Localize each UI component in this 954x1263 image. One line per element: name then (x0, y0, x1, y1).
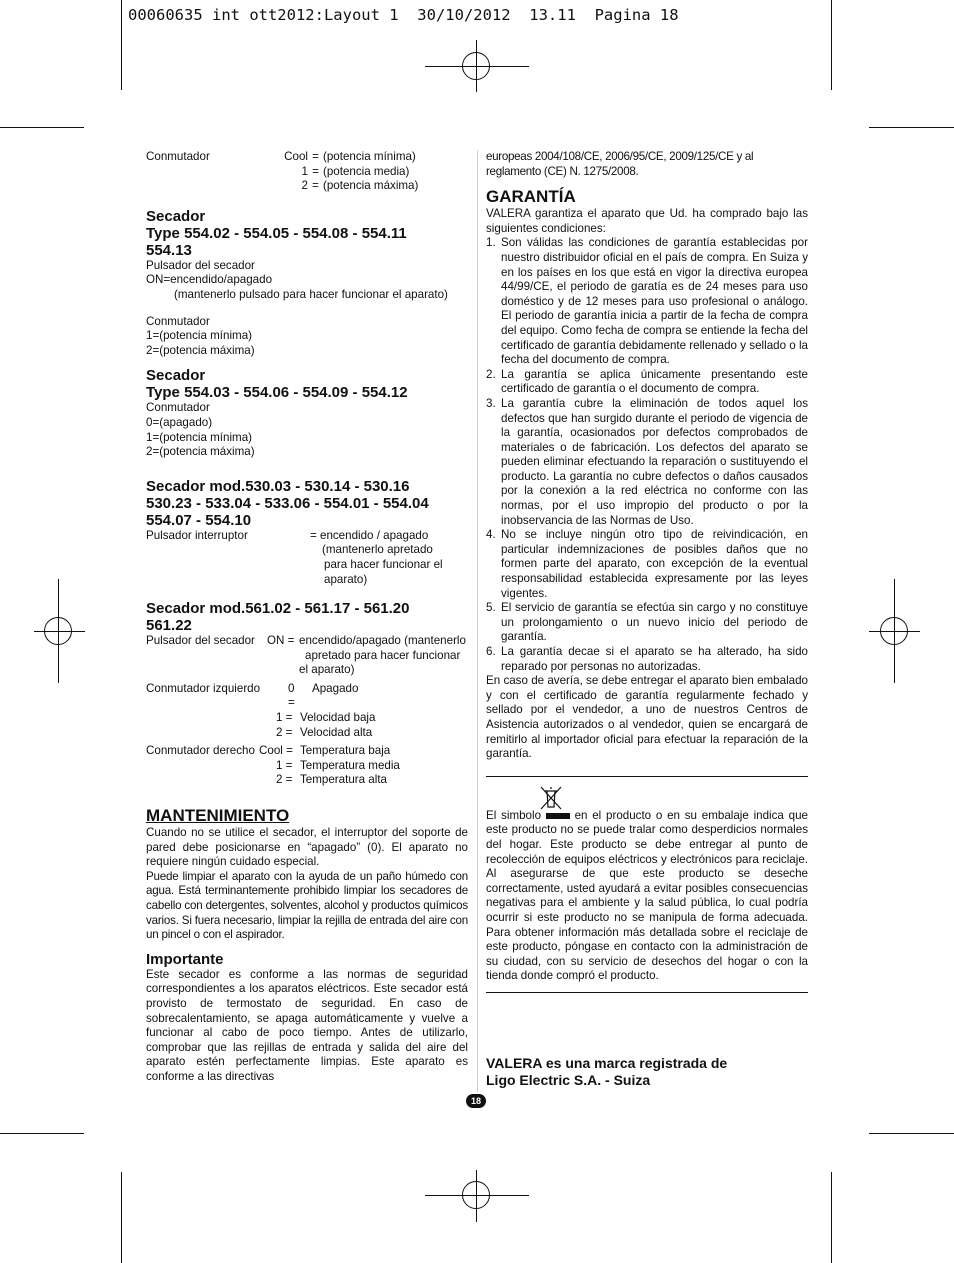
maintenance-text: Puede limpiar el aparato con la ayuda de un paño húmedo con agua. Está terminantemente prohibido limpiar los secadores de cabello con detergentes, solventes, alcohol y productos químicos varios. Si fuera necesario, limpiar la rejilla de entrada del aire con un pincel o con el aspirador. (146, 869, 468, 942)
section-heading: 554.13 (146, 241, 192, 259)
warranty-intro: VALERA garantiza el aparato que Ud. ha comprado bajo las siguientes condiciones: (486, 207, 808, 235)
weee-bar-icon (546, 813, 570, 819)
brand-notice: VALERA es una marca registrada de Ligo Electric S.A. - Suiza (486, 1055, 728, 1088)
section-heading: Type 554.02 - 554.05 - 554.08 - 554.11 (146, 224, 407, 242)
section-heading: Secador mod.561.02 - 561.17 - 561.20 (146, 600, 410, 618)
registration-circle (462, 1181, 490, 1209)
registration-circle (44, 617, 72, 645)
crop-mark (831, 0, 832, 90)
column-divider (477, 150, 478, 1092)
maintenance-heading: MANTENIMIENTO (146, 806, 290, 826)
weee-text: El simbolo en el producto o en su embalaje indica que este producto no se puede tralar como desperdicios normales del hogar. Este producto se debe entregar al punto de recolección de equipos eléctricos y electrónicos para reciclaje. Al asegurarse de que este producto se deseche correctamente, usted ayudará a evitar posibles consecuencias negativas para el ambiente y la salud pública, lo cual podría ocurrir si este producto no se manipula de forma adecuada. Para obtener información más detallada sobre el reciclaje de este producto, póngase en contacto con la administración de su ciudad, con su servicio de desechos del hogar o con la tienda donde compró el producto. (486, 808, 808, 983)
section-heading: Secador (146, 207, 206, 225)
right-column (486, 150, 808, 993)
crop-mark (869, 127, 954, 128)
warranty-item: 1. Son válidas las condiciones de garantía establecidas por nuestro distribuidor oficial en el país de compra. En Suiza y en los países en los que está en vigor la directiva europea 44/99/CE, el periodo de garatía es de 24 meses para uso doméstico y de 12 meses para uso profesional o análogo. El periodo de garantía inicia a partir de la fecha de compra del equipo. Como fecha de compra se entiende la fecha del certificado de garantía debidamente rellenado y sellado o la fecha del documento de compra. (486, 236, 808, 367)
warranty-heading: GARANTÍA (486, 187, 576, 207)
switch-label: Conmutador (146, 150, 210, 163)
conmutador-block: Conmutador Cool = (potencia mínima) 1 = (potencia media) 2 = (potencia máxima) (146, 150, 419, 193)
warranty-item: 4. No se incluye ningún otro tipo de reivindicación, en particular indemnizaciones de posibles daños que no formen parte del aparato, con excepción de la eventual responsabilidad establecida expresamente por las leyes vigentes. (486, 528, 808, 600)
warranty-outro: En caso de avería, se debe entregar el aparato bien embalado y con el certificado de garantía regularmente fechado y sellado por el vendedor, a uno de nuestros Centros de Asistencia autorizados o al vendedor, quien se encargará de remitirlo al importador oficial para efectuar la reparación de la garantía. (486, 674, 808, 761)
page-number: 18 (466, 1094, 486, 1108)
crop-mark (0, 127, 84, 128)
print-slug: 00060635 int ott2012:Layout 1 30/10/2012 13.11 Pagina 18 (128, 6, 679, 24)
section-heading: 554.07 - 554.10 (146, 511, 252, 529)
section-heading: Secador (146, 367, 206, 385)
warranty-item: 3. La garantía cubre la eliminación de todos aquel los defectos que han surgido durante el periodo de vigencia de la garantía, ocasionados por defectos comprobados de materiales o de fabricación. Los defectos del aparato se pueden eliminar efectuando la reparación o sustituyendo el producto. La garantía no cubre defectos o daños causados por la conexión a la red eléctrica no conforme con las normas, por el uso impropio del producto o por la inobservancia de las Normas de Uso. (486, 396, 808, 527)
crop-mark (869, 1133, 954, 1134)
important-heading: Importante (146, 950, 224, 968)
registration-circle (880, 617, 908, 645)
crop-mark (121, 1172, 122, 1263)
maintenance-text: Cuando no se utilice el secador, el interruptor del soporte de pared debe posicionarse en “apagado” (0). El aparato no requiere ningún cuidado especial. (146, 826, 468, 869)
warranty-item: 5. El servicio de garantía se efectúa sin cargo y no constituye un prolongamiento o un nuevo inicio del periodo de garantía. (486, 601, 808, 644)
left-column: Conmutador Cool = (potencia mínima) 1 = (potencia media) 2 = (potencia máxima) Secador Type 554.02 - 554.05 - 554.08 - 554.11 554.13 Pulsador del secador ON=encendido/apagado (mantenerlo pulsado para hacer funcionar el aparato) Conmutador 1=(potencia mínima) 2=(potencia máxima) Secador Type 554.03 - 554.06 - 554.09 - 554.12 Conmutador 0=(apagado) 1=(potencia mínima) 2=(potencia máxima) Secador mod.530.03 - 530.14 - 530.16 530.23 - 533.04 - 533.06 - 554.01 - 554.04 554.07 - 554.10 Pulsador interruptor = encendido / apagado (mantenerlo apretado para hacer funcionar el aparato) Secador mod.561.02 - 561.17 - 561.20 561.22 Pulsador del secador ON = encendido/apagado (mantenerlo apretado para hacer funcionar el aparato) Conmutador izquierdo 0 = Apagado 1 = Velocidad baja 2 = Velocidad alta Conmutador derecho Cool = Temperatura baja 1 = Temperatura media 2 = Temperatura alta MANTENIMIENTO Cuando no se utilice el secador, el interruptor del soporte de pared debe posicionarse en “apagado” (0). El aparato no requiere ningún cuidado especial. Puede limpiar el aparato con la ayuda de un paño húmedo con agua. Está terminantemente prohibido limpiar los secadores de cabello con detergentes, solventes, alcohol y productos químicos varios. Si fuera necesario, limpiar la rejilla de entrada del aire con un pincel o con el aspirador. Importante Este secador es conforme a las normas de seguridad correspondientes a los aparatos eléctricos. Este secador está provisto de termostato de seguridad. En caso de sobrecalentamiento, se apaga automáticamente y vuelve a funcionar al cabo de poco tiempo. Antes de utilizarlo, comprobar que las rejillas de entrada y salida del aire del aparato estén perfectamente limpias. Este aparato es conforme a las directivas (146, 150, 468, 1083)
section-heading: 530.23 - 533.04 - 533.06 - 554.01 - 554.04 (146, 494, 429, 512)
important-text: Este secador es conforme a las normas de seguridad correspondientes a los aparatos eléctricos. Este secador está provisto de termostato de seguridad. En caso de sobrecalentamiento, se apaga automáticamente y vuelve a funcionar al cabo de poco tiempo. Antes de utilizarlo, comprobar que las rejillas de entrada y salida del aire del aparato estén perfectamente limpias. Este aparato es conforme a las directivas (146, 967, 468, 1083)
divider-rule (486, 992, 808, 993)
crop-mark (831, 1172, 832, 1263)
crop-mark (0, 1133, 84, 1134)
section-heading: 561.22 (146, 617, 192, 635)
crop-mark (121, 0, 122, 90)
warranty-item: 2. La garantía se aplica únicamente presentando este certificado de garantía o el documento de compra. (486, 367, 808, 396)
warranty-list (486, 236, 808, 674)
continued-text: europeas 2004/108/CE, 2006/95/CE, 2009/125/CE y al reglamento (CE) N. 1275/2008. (486, 150, 754, 178)
warranty-item: 6. La garantía decae si el aparato se ha alterado, ha sido reparado por personas no autorizadas. (486, 645, 808, 673)
crossed-bin-icon (538, 785, 564, 811)
section-heading: Secador mod.530.03 - 530.14 - 530.16 (146, 477, 410, 495)
registration-circle (462, 52, 490, 80)
section-heading: Type 554.03 - 554.06 - 554.09 - 554.12 (146, 384, 408, 402)
